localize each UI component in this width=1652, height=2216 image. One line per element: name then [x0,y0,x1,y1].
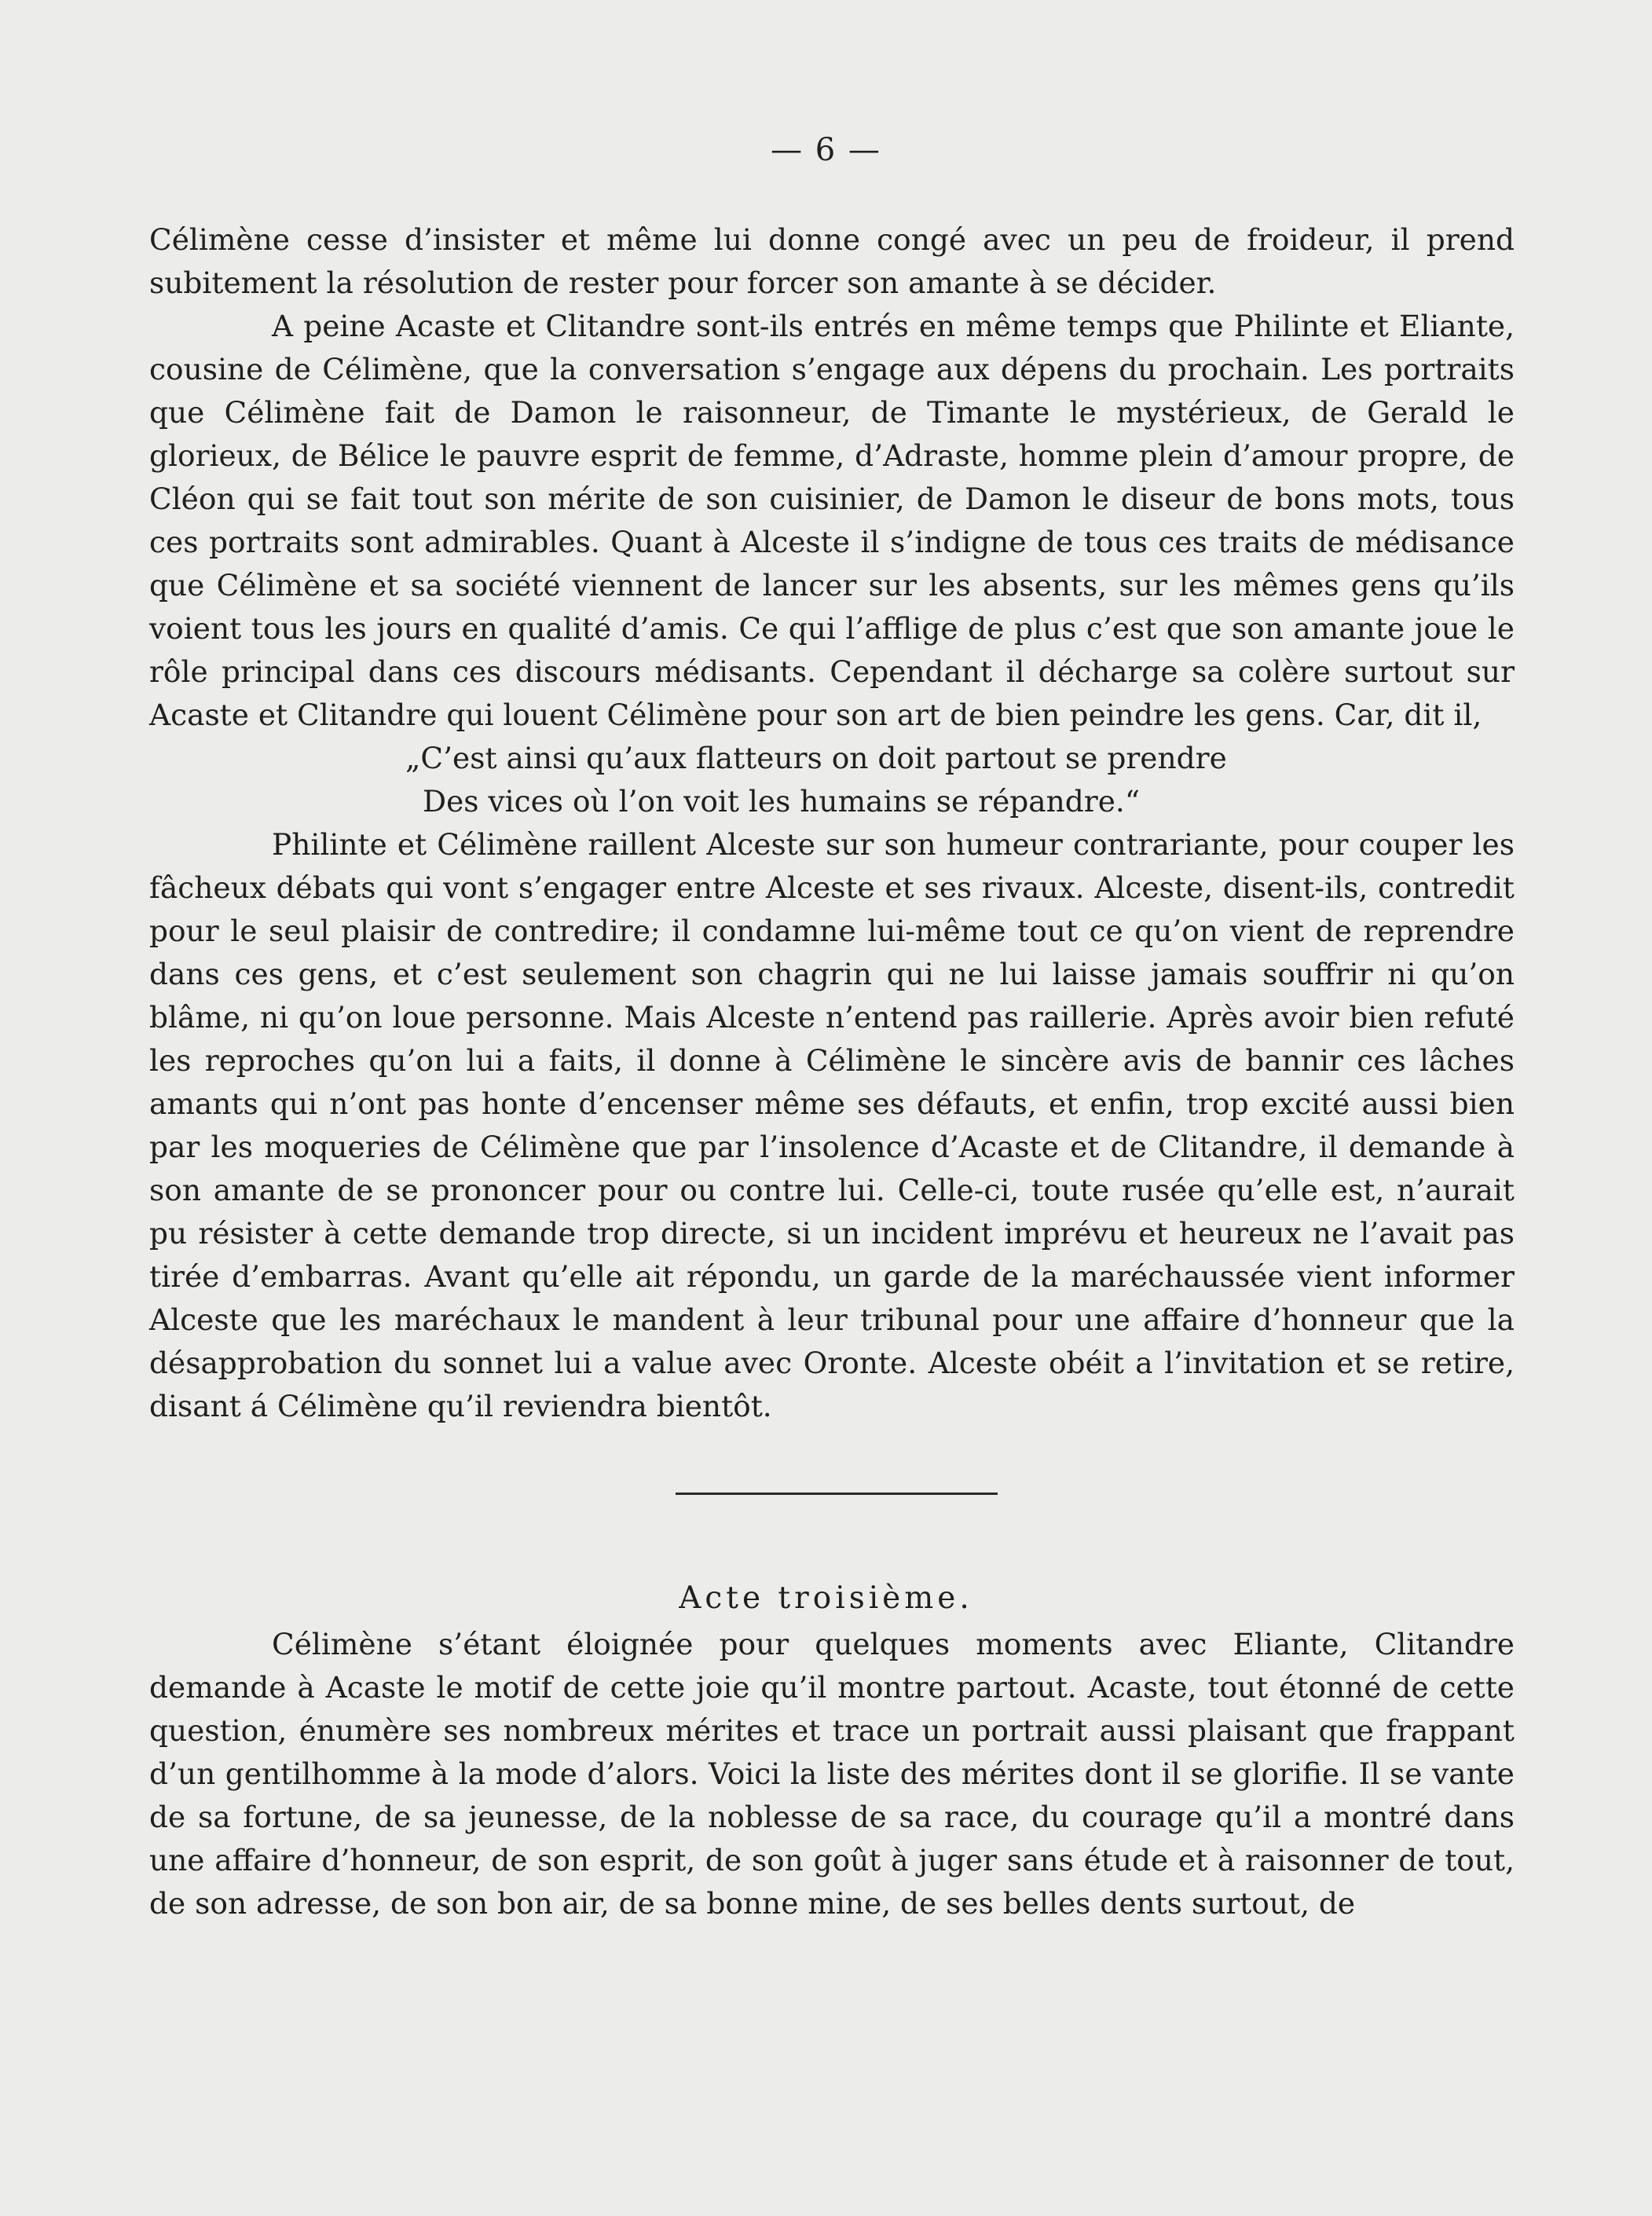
summary-act-two [149,218,1515,1428]
verse-line-2: Des vices où l’on voit les humains se répandre.“ [423,784,1141,819]
paragraph-raillerie: Philinte et Célimène raillent Alceste sur son humeur contrariante, pour couper les fâcheux débats qui vont s’engager entre Alceste et ses rivaux. Alceste, disent-ils, contredit pour le seul plaisir de contredire; il condamne lui-même tout ce qu’on vient de reprendre dans ces gens, et c’est seulement son chagrin qui ne lui laisse jamais souffrir ni qu’on blâme, ni qu’on loue personne. Mais Alceste n’entend pas raillerie. Après avoir bien refuté les reproches qu’on lui a faits, il donne à Célimène le sincère avis de bannir ces lâches amants qui n’ont pas honte d’encenser même ses défauts, et enfin, trop excité aussi bien par les moqueries de Célimène que par l’insolence d’Acaste et de Clitandre, il demande à son amante de se prononcer pour ou contre lui. Celle-ci, toute rusée qu’elle est, n’aurait pu résister à cette demande trop directe, si un incident imprévu et heureux ne l’avait pas tirée d’embarras. Avant qu’elle ait répondu, un garde de la maréchaussée vient informer Alceste que les maréchaux le mandent à leur tribunal pour une affaire d’honneur que la désapprobation du sonnet lui a value avec Oronte. Alceste obéit a l’invitation et se retire, disant á Célimène qu’il reviendra bientôt. [149,827,1515,1423]
summary-act-three [149,1623,1515,1925]
page-number: — 6 — [771,132,881,168]
verse-quotation [149,737,1515,823]
verse-line-1: „C’est ainsi qu’aux flatteurs on doit partout se prendre [405,741,1227,775]
section-divider [676,1493,998,1495]
paragraph-acaste-merites: Célimène s’étant éloignée pour quelques moments avec Eliante, Clitandre demande à Acaste le motif de cette joie qu’il montre partout. Acaste, tout étonné de cette question, énumère ses nombreux mérites et trace un portrait aussi plaisant que frappant d’un gentilhomme à la mode d’alors. Voici la liste des mérites dont il se glorifie. Il se vante de sa fortune, de sa jeunesse, de la noblesse de sa race, du courage qu’il a montré dans une affaire d’honneur, de son esprit, de son goût à juger sans étude et à raisonner de tout, de son adresse, de son bon air, de sa bonne mine, de ses belles dents surtout, de [149,1627,1515,1921]
act-three-heading: Acte troisième. [679,1581,973,1616]
paragraph-celimene-congé: Célimène cesse d’insister et même lui donne congé avec un peu de froideur, il prend subitement la résolution de rester pour forcer son amante à se décider. [149,222,1515,300]
paragraph-portraits: A peine Acaste et Clitandre sont-ils entrés en même temps que Philinte et Eliante, cousine de Célimène, que la conversation s’engage aux dépens du prochain. Les portraits que Célimène fait de Damon le raisonneur, de Timante le mystérieux, de Gerald le glorieux, de Bélice le pauvre esprit de femme, d’Adraste, homme plein d’amour propre, de Cléon qui se fait tout son mérite de son cuisinier, de Damon le diseur de bons mots, tous ces portraits sont admirables. Quant à Alceste il s’indigne de tous ces traits de médisance que Célimène et sa société viennent de lancer sur les absents, sur les mêmes gens qu’ils voient tous les jours en qualité d’amis. Ce qui l’afflige de plus c’est que son amante joue le rôle principal dans ces discours médisants. Cependant il décharge sa colère surtout sur Acaste et Clitandre qui louent Célimène pour son art de bien peindre les gens. Car, dit il, [149,309,1515,732]
